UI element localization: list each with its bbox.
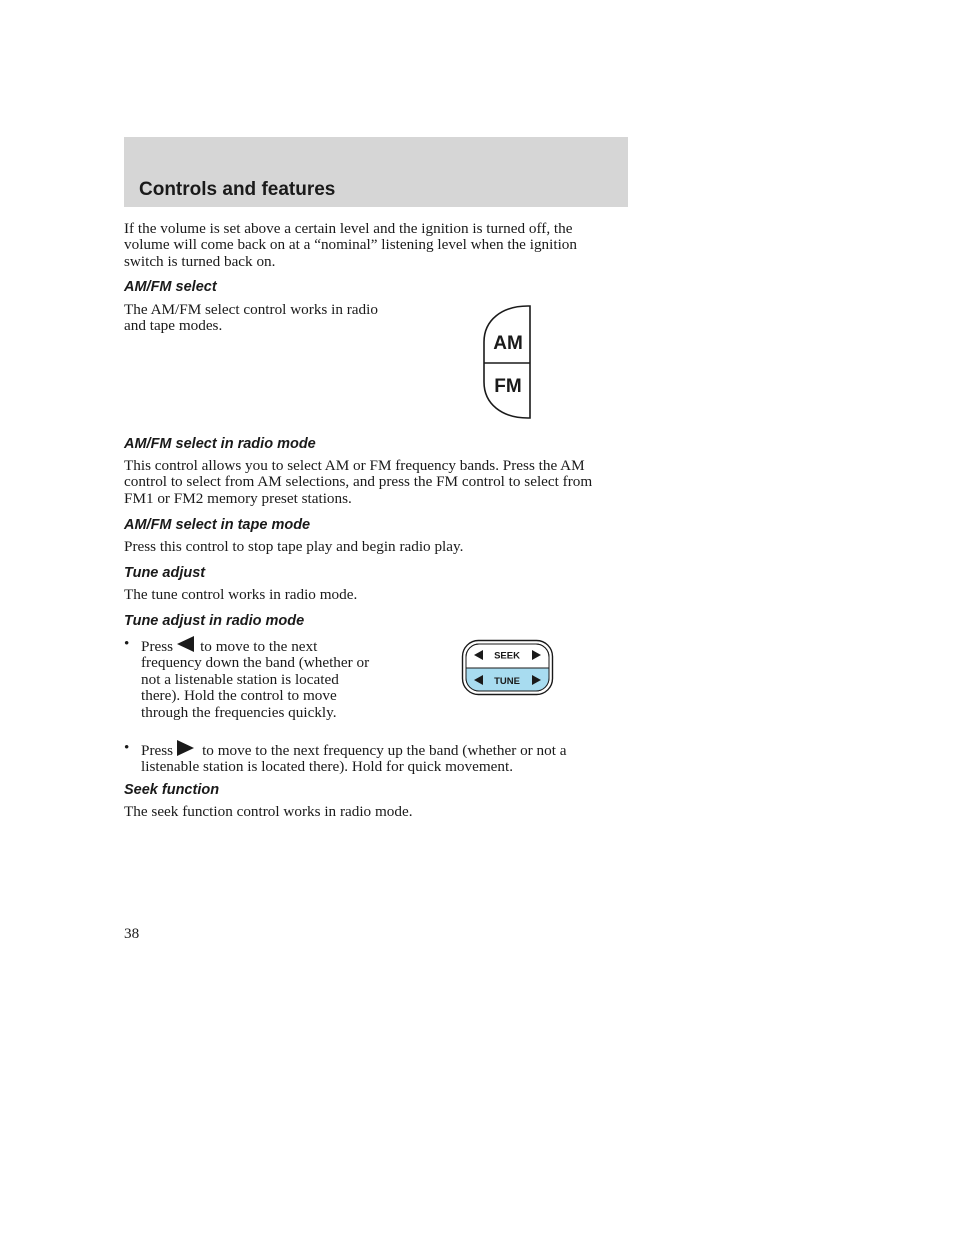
amfm-button-illustration <box>480 304 536 420</box>
page-number: 38 <box>124 925 140 942</box>
amfm-select-text: The AM/FM select control works in radio and tape modes. <box>124 301 378 335</box>
bullet-text <box>141 740 627 776</box>
tune-down-arrow-icon <box>177 636 194 652</box>
tune-up-arrow-icon <box>177 740 194 756</box>
intro-paragraph: If the volume is set above a certain level and the ignition is turned off, the volume will come back on at a “nominal” listening level when the ignition switch is turned back on. <box>124 220 577 270</box>
amfm-radio-text: This control allows you to select AM or FM frequency bands. Press the AM control to select from AM selections, and press the FM control to select from FM1 or FM2 memory preset stations. <box>124 457 593 507</box>
header-band <box>124 137 628 207</box>
heading-amfm-radio: AM/FM select in radio mode <box>124 436 316 452</box>
seek-tune-control-illustration <box>461 639 555 697</box>
list-item <box>124 740 624 776</box>
heading-tune-adjust: Tune adjust <box>124 565 206 581</box>
tune-label: TUNE <box>494 676 520 687</box>
page-title: Controls and features <box>139 179 336 200</box>
press-word: Press <box>141 742 174 759</box>
bullet-rest: to move to the next frequency up the band (whether or not a listenable station is located there). Hold for quick movement. <box>141 742 567 776</box>
heading-seek-function: Seek function <box>124 782 220 798</box>
heading-tune-radio: Tune adjust in radio mode <box>124 613 305 629</box>
heading-amfm-tape: AM/FM select in tape mode <box>124 517 311 533</box>
am-label: AM <box>493 333 523 354</box>
amfm-tape-text: Press this control to stop tape play and begin radio play. <box>124 538 464 555</box>
heading-amfm-select: AM/FM select <box>124 279 217 295</box>
bullet-dot: • <box>124 635 130 652</box>
tune-adjust-text: The tune control works in radio mode. <box>124 586 358 603</box>
bullet-dot: • <box>124 739 130 756</box>
seek-label: SEEK <box>494 650 520 662</box>
fm-label: FM <box>494 376 522 397</box>
press-word: Press <box>141 638 174 655</box>
list-item <box>124 636 384 736</box>
bullet-text <box>141 636 381 721</box>
bullet-rest: to move to the next frequency down the band (whether or not a listenable station is located there). Hold the control to move through the frequencies quickly. <box>141 638 370 721</box>
seek-function-text: The seek function control works in radio mode. <box>124 803 413 820</box>
